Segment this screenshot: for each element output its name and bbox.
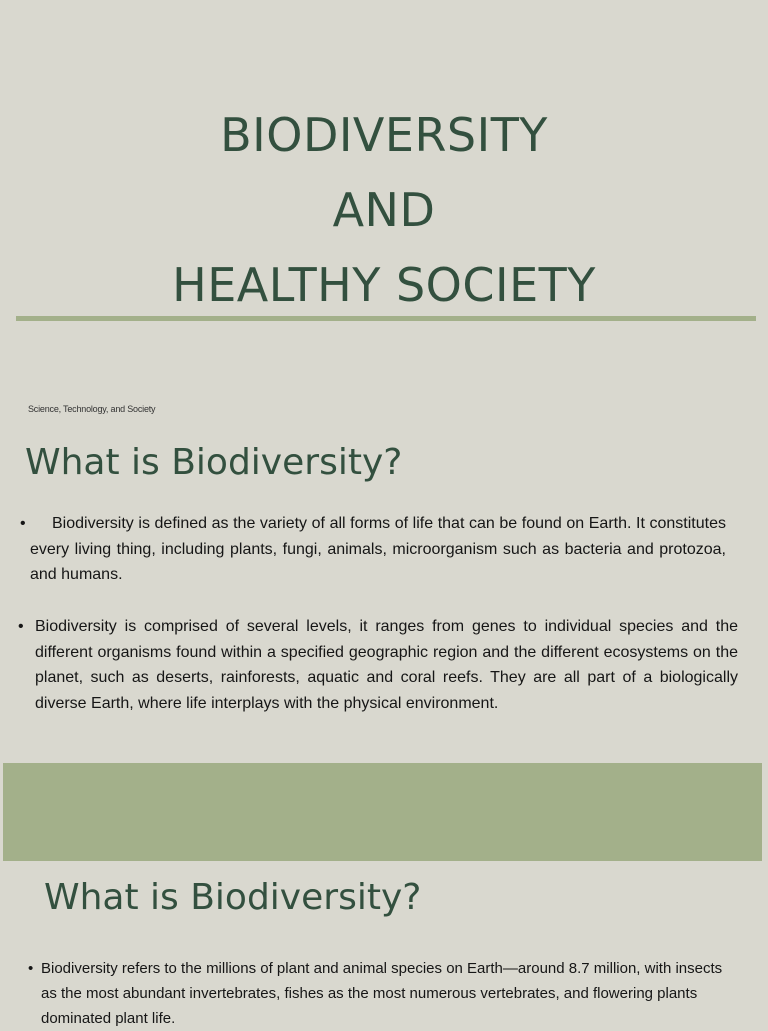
section-heading-2: What is Biodiversity?: [44, 877, 422, 918]
title-line-3: HEALTHY SOCIETY: [172, 258, 596, 312]
document-title: [0, 98, 768, 323]
title-divider: [16, 316, 756, 321]
bullet-item-3: [28, 956, 728, 1031]
bullet-dot: •: [18, 618, 24, 635]
bullet-text: Biodiversity is defined as the variety of all forms of life that can be found on Earth. It constitutes every living thing, including plants, fungi, animals, microorganism such as bacteria and protozoa, and humans.: [30, 515, 726, 583]
section-heading-1: What is Biodiversity?: [25, 442, 403, 483]
bullet-text: Biodiversity refers to the millions of plant and animal species on Earth—around 8.7 million, with insects as the most abundant invertebrates, fishes as the most numerous vertebrates, and flowering plants dominated plant life.: [41, 960, 723, 1027]
course-caption: Science, Technology, and Society: [28, 404, 156, 414]
bullet-text: Biodiversity is comprised of several levels, it ranges from genes to individual species and the different organisms found within a specified geographic region and the different ecosystems on the planet, such as deserts, rainforests, aquatic and coral reefs. They are all part of a biologically diverse Earth, where life interplays with the physical environment.: [35, 618, 738, 712]
bullet-item-1: [20, 511, 726, 588]
title-line-2: AND: [332, 183, 436, 237]
bullet-dot: •: [20, 515, 26, 532]
title-line-1: BIODIVERSITY: [220, 108, 548, 162]
bullet-dot: •: [28, 960, 34, 977]
bullet-item-2: [18, 614, 738, 716]
green-banner: [3, 763, 762, 861]
